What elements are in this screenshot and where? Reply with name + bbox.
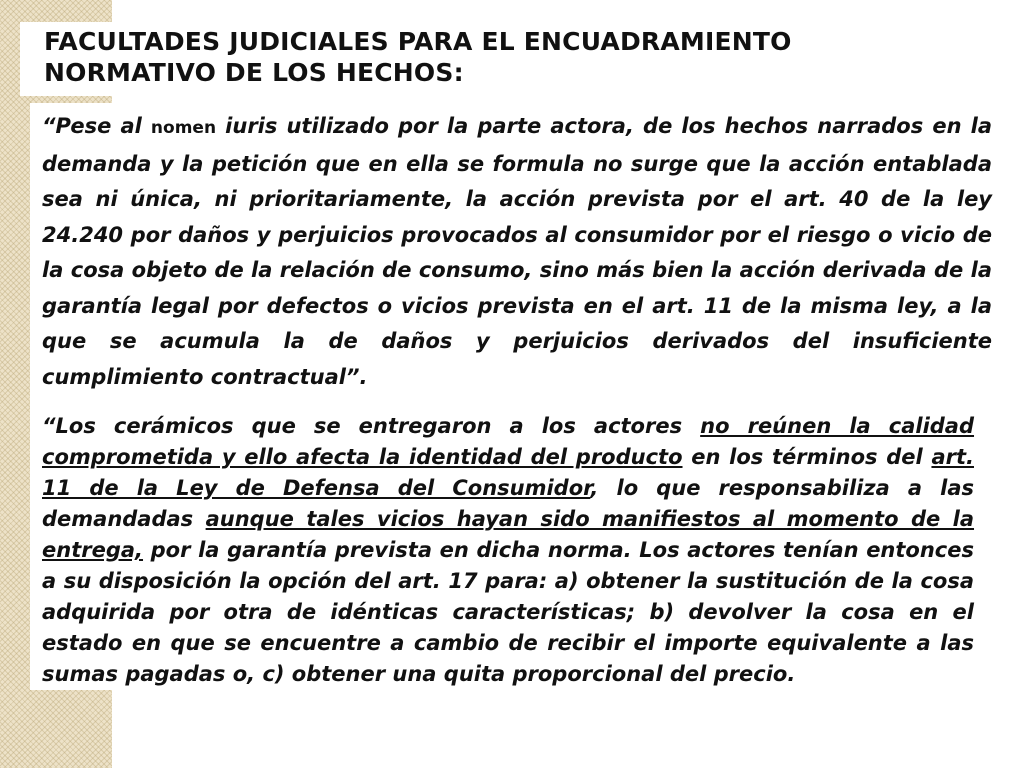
quote2-text-1: “Los cerámicos que se entregaron a los actores <box>42 414 701 438</box>
quote-container <box>30 103 992 690</box>
quote2-text-4: por la garantía prevista en dicha norma. Los actores tenían entonces a su disposición la opción del art. 17 para: a) obtener la sustitución de la cosa adquirida por otra de idénticas características; b) devolver la cosa en el estado en que se encuentre a cambio de recibir el importe equivalente a las sumas pagadas o, c) obtener una quita proporcional del precio. <box>42 538 974 686</box>
quote1-text-rest: iuris utilizado por la parte actora, de los hechos narrados en la demanda y la petición que en ella se formula no surge que la acción entablada sea ni única, ni prioritariamente, la acción prevista por el art. 40 de la ley 24.240 por daños y perjuicios provocados al consumidor por el riesgo o vicio de la cosa objeto de la relación de consumo, sino más bien la acción derivada de la garantía legal por defectos o vicios prevista en el art. 11 de la misma ley, a la que se acumula la de daños y perjuicios derivados del insuficiente cumplimiento contractual”. <box>42 114 993 389</box>
quote-paragraph-2 <box>42 411 974 690</box>
quote2-underlined-3: aunque tales vicios hayan sido manifiestos al momento de la entrega, <box>42 507 975 562</box>
quote1-text-start: “Pese al <box>42 114 151 138</box>
quote1-nomen-word: nomen <box>150 118 217 138</box>
quote2-underlined-2: art. 11 de la Ley de Defensa del Consumidor <box>42 445 974 500</box>
quote-paragraph-1 <box>42 109 992 395</box>
quote2-underlined-1: no reúnen la calidad comprometida y ello afecta la identidad del producto <box>42 414 975 469</box>
slide-title: FACULTADES JUDICIALES PARA EL ENCUADRAMIENTO NORMATIVO DE LOS HECHOS: <box>20 22 934 96</box>
quote2-text-3: , lo que responsabiliza a las demandadas <box>42 476 975 531</box>
quote2-text-2: en los términos del <box>682 445 932 469</box>
